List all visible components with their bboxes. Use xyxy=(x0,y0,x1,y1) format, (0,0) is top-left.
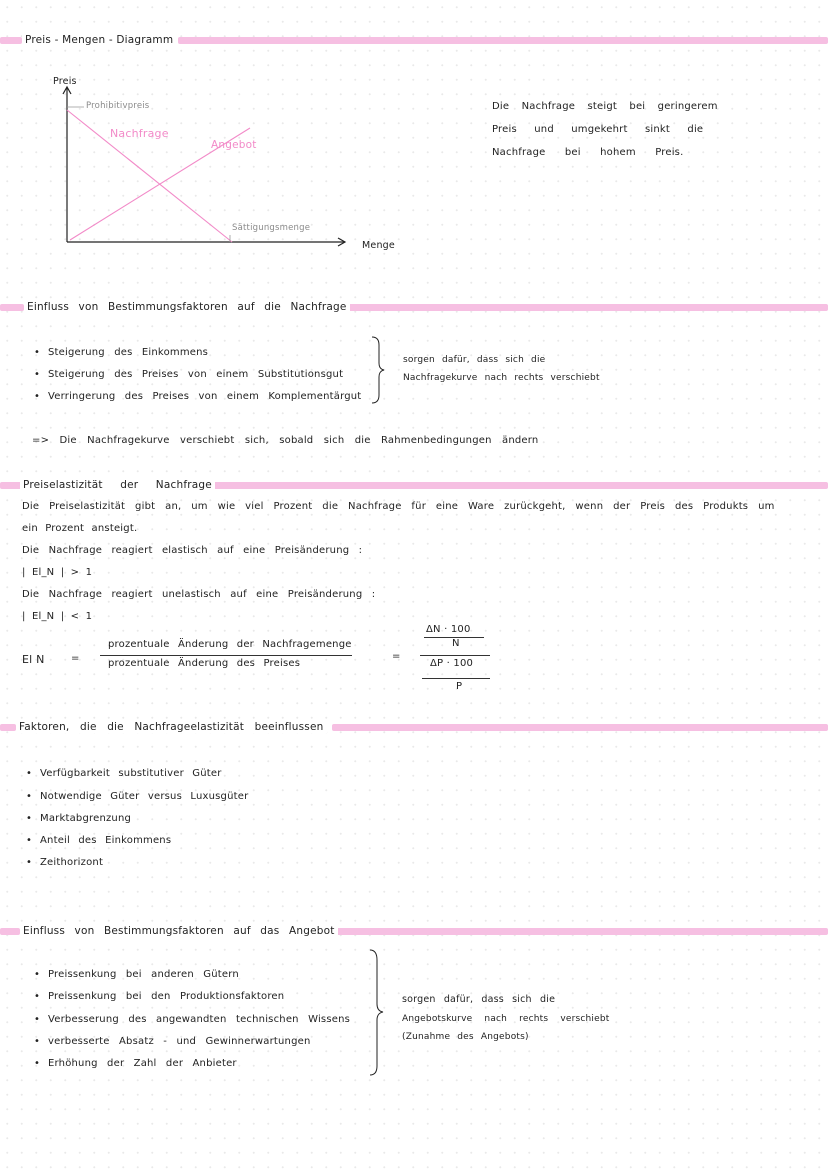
formula-delta-n: ΔN · 100 xyxy=(426,624,471,635)
formula-n: N xyxy=(452,638,460,649)
saturation-quantity-label: Sättigungsmenge xyxy=(232,223,311,233)
list-item: • Marktabgrenzung xyxy=(26,813,132,824)
definition-line-1: Die Preiselastizität gibt an, um wie viel Prozent die Nachfrage für eine Ware zurückgeht, wenn der Preis des Produkts um xyxy=(22,501,775,512)
formula-numerator: prozentuale Änderung der Nachfragemenge xyxy=(108,639,352,650)
x-axis-label: Menge xyxy=(362,240,395,251)
heading-highlight xyxy=(0,482,22,489)
diagram-note-line-3: Nachfrage bei hohem Preis. xyxy=(492,147,684,158)
formula-main-line xyxy=(420,655,490,656)
formula-equals: = xyxy=(71,653,80,664)
inelastic-condition: | El_N | < 1 xyxy=(22,611,93,622)
section-title-elasticity-factors: Faktoren, die die Nachfrageelastizität beeinflussen xyxy=(16,721,327,733)
formula-delta-p: ΔP · 100 xyxy=(430,658,474,669)
demand-shift-conclusion: => Die Nachfragekurve verschiebt sich, sobald sich die Rahmenbedingungen ändern xyxy=(32,435,539,446)
list-item: • Verringerung des Preises von einem Komplementärgut xyxy=(34,391,362,402)
diagram-note-line-1: Die Nachfrage steigt bei geringerem xyxy=(492,101,718,112)
y-axis-label: Preis xyxy=(53,76,77,87)
demand-brace-note-1: sorgen dafür, dass sich die xyxy=(403,355,546,365)
curly-brace xyxy=(366,948,388,1078)
formula-lhs: El N xyxy=(22,653,45,666)
elastic-condition: | El_N | > 1 xyxy=(22,567,93,578)
formula-fraction-line xyxy=(100,655,352,656)
heading-highlight xyxy=(318,304,828,311)
formula-equals-2: = xyxy=(392,651,401,662)
list-item: • Preissenkung bei den Produktionsfaktoren xyxy=(34,991,285,1002)
heading-highlight xyxy=(0,928,20,935)
section-title-price-elasticity: Preiselastizität der Nachfrage xyxy=(20,479,215,491)
supply-brace-note-2: Angebotskurve nach rechts verschiebt xyxy=(402,1014,610,1024)
formula-denominator: prozentuale Änderung des Preises xyxy=(108,658,301,669)
list-item: • Preissenkung bei anderen Gütern xyxy=(34,969,239,980)
list-item: • Zeithorizont xyxy=(26,857,104,868)
inelastic-line: Die Nachfrage reagiert unelastisch auf eine Preisänderung : xyxy=(22,589,376,600)
formula-p: P xyxy=(456,681,463,692)
list-item: • Erhöhung der Zahl der Anbieter xyxy=(34,1058,237,1069)
elastic-line: Die Nachfrage reagiert elastisch auf eine Preisänderung : xyxy=(22,545,363,556)
curly-brace xyxy=(368,335,388,405)
diagram-note-line-2: Preis und umgekehrt sinkt die xyxy=(492,124,704,135)
formula-small-line xyxy=(422,678,490,679)
demand-brace-note-2: Nachfragekurve nach rechts verschiebt xyxy=(403,373,600,383)
list-item: • Steigerung des Preises von einem Substitutionsgut xyxy=(34,369,344,380)
heading-highlight xyxy=(312,928,828,935)
list-item: • Anteil des Einkommens xyxy=(26,835,172,846)
prohibitive-price-label: Prohibitivpreis xyxy=(86,101,150,111)
heading-highlight xyxy=(332,724,828,731)
supply-brace-note-3: (Zunahme des Angebots) xyxy=(402,1032,529,1042)
section-title-demand-factors: Einfluss von Bestimmungsfaktoren auf die Nachfrage xyxy=(24,301,350,313)
supply-brace-note-1: sorgen dafür, dass sich die xyxy=(402,994,556,1005)
heading-highlight xyxy=(212,482,828,489)
list-item: • verbesserte Absatz - und Gewinnerwartungen xyxy=(34,1036,311,1047)
heading-highlight xyxy=(0,724,16,731)
list-item: • Verbesserung des angewandten technischen Wissens xyxy=(34,1014,351,1025)
definition-line-2: ein Prozent ansteigt. xyxy=(22,523,138,534)
price-quantity-diagram xyxy=(0,0,828,270)
list-item: • Steigerung des Einkommens xyxy=(34,347,209,358)
section-title-diagram: Preis - Mengen - Diagramm xyxy=(22,34,176,46)
heading-highlight xyxy=(0,304,24,311)
section-title-supply-factors: Einfluss von Bestimmungsfaktoren auf das Angebot xyxy=(20,925,338,937)
list-item: • Notwendige Güter versus Luxusgüter xyxy=(26,791,249,802)
list-item: • Verfügbarkeit substitutiver Güter xyxy=(26,768,222,779)
demand-label: Nachfrage xyxy=(110,127,169,140)
supply-label: Angebot xyxy=(211,139,257,151)
